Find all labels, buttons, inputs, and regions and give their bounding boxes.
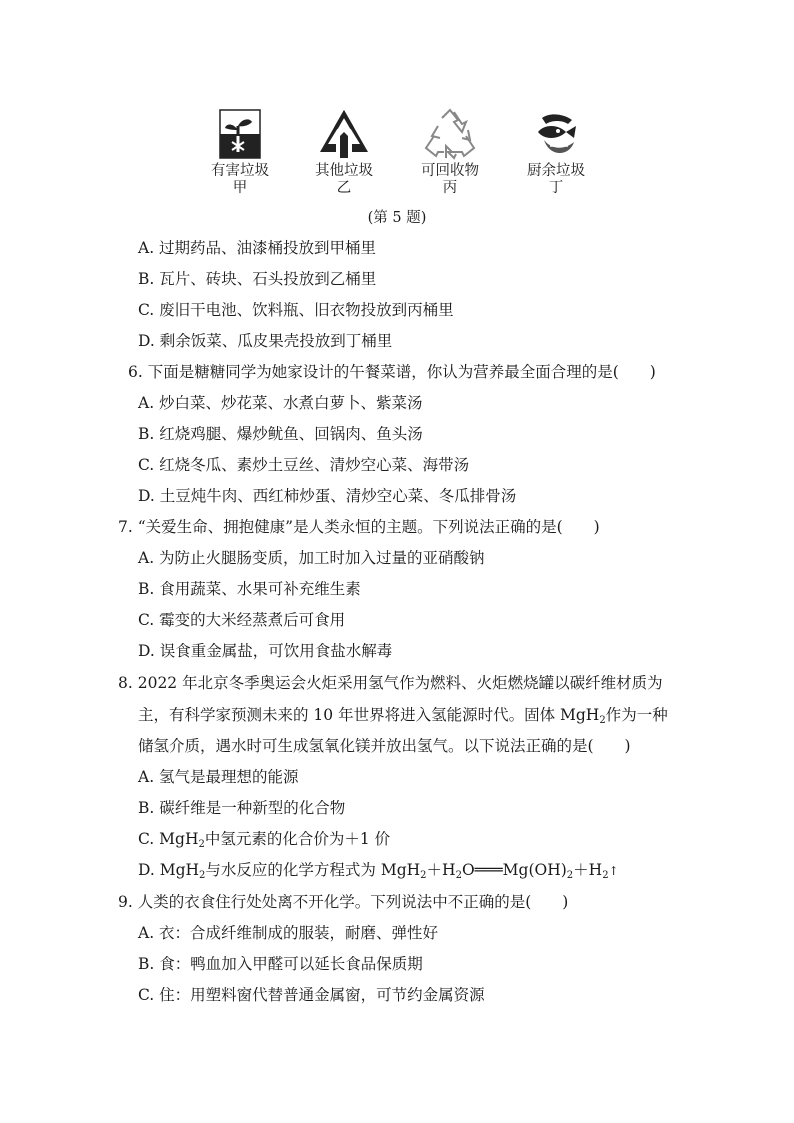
q8-stem-line1: 8. 2022 年北京冬季奥运会火炬采用氢气作为燃料、火炬燃烧罐以碳纤维材质为 (118, 674, 663, 692)
q8-option-b: B. 碳纤维是一种新型的化合物 (138, 799, 346, 817)
q7-stem: 7. “关爱生命、拥抱健康”是人类永恒的主题。下列说法正确的是( ) (118, 518, 600, 536)
kitchen-waste-icon (528, 106, 584, 162)
bin-kitchen (516, 106, 596, 196)
q9-option-c: C. 住：用塑料窗代替普通金属窗，可节约金属资源 (138, 986, 485, 1004)
q6-option-c: C. 红烧冬瓜、素炒土豆丝、清炒空心菜、海带汤 (138, 456, 470, 474)
bin-letter: 丁 (548, 180, 564, 196)
q7-option-c: C. 霉变的大米经蒸煮后可食用 (138, 611, 346, 629)
q9-option-b: B. 食：鸭血加入甲醛可以延长食品保质期 (138, 955, 423, 973)
q6-option-d: D. 土豆炖牛肉、西红柿炒蛋、清炒空心菜、冬瓜排骨汤 (138, 487, 517, 505)
q6-option-b: B. 红烧鸡腿、爆炒鱿鱼、回锅肉、鱼头汤 (138, 425, 423, 443)
q6-stem: 6. 下面是糖糖同学为她家设计的午餐菜谱，你认为营养最全面合理的是( ) (128, 363, 656, 381)
bin-recyclable (410, 106, 490, 196)
bin-other (304, 106, 384, 196)
q7-option-a: A. 为防止火腿肠变质，加工时加入过量的亚硝酸钠 (138, 549, 485, 567)
bin-letter: 乙 (336, 180, 352, 196)
q5-option-b: B. 瓦片、砖块、石头投放到乙桶里 (138, 270, 377, 288)
q8-stem-line3: 储氢介质，遇水时可生成氢氧化镁并放出氢气。以下说法正确的是( ) (138, 737, 631, 755)
q7-option-d: D. 误食重金属盐，可饮用食盐水解毒 (138, 642, 393, 660)
other-waste-icon (316, 106, 372, 162)
bin-label: 其他垃圾 (315, 163, 373, 179)
q5-option-d: D. 剩余饭菜、瓜皮果壳投放到丁桶里 (138, 332, 393, 350)
q9-option-a: A. 衣：合成纤维制成的服装，耐磨、弹性好 (138, 924, 439, 942)
hazardous-waste-icon (212, 106, 268, 162)
q5-option-a: A. 过期药品、油漆桶投放到甲桶里 (138, 239, 377, 257)
q8-option-a: A. 氢气是最理想的能源 (138, 768, 299, 786)
q8-option-c: C. MgH$_2$中氢元素的化合价为＋1 价 (138, 830, 391, 850)
q6-option-a: A. 炒白菜、炒花菜、水煮白萝卜、紫菜汤 (138, 394, 423, 412)
bin-label: 可回收物 (421, 163, 479, 179)
q8-option-d: D. MgH$_2$与水反应的化学方程式为 $MgH_2+H_2O═══Mg(OH)_2+H_2↑$ (138, 861, 619, 881)
bin-label: 有害垃圾 (211, 163, 269, 179)
figure-caption: (第 5 题) (367, 210, 427, 226)
recyclable-icon (422, 106, 478, 162)
q9-stem: 9. 人类的衣食住行处处离不开化学。下列说法中不正确的是( ) (118, 893, 569, 911)
bin-hazardous (200, 106, 280, 196)
q7-option-b: B. 食用蔬菜、水果可补充维生素 (138, 580, 361, 598)
bin-letter: 丙 (442, 180, 458, 196)
bin-label: 厨余垃圾 (527, 163, 585, 179)
garbage-bins-figure (200, 106, 600, 206)
q5-option-c: C. 废旧干电池、饮料瓶、旧衣物投放到丙桶里 (138, 301, 454, 319)
bin-letter: 甲 (232, 180, 248, 196)
q8-stem-line2: 主，有科学家预测未来的 10 年世界将进入氢能源时代。固体 MgH$_2$作为一种 (138, 706, 668, 726)
